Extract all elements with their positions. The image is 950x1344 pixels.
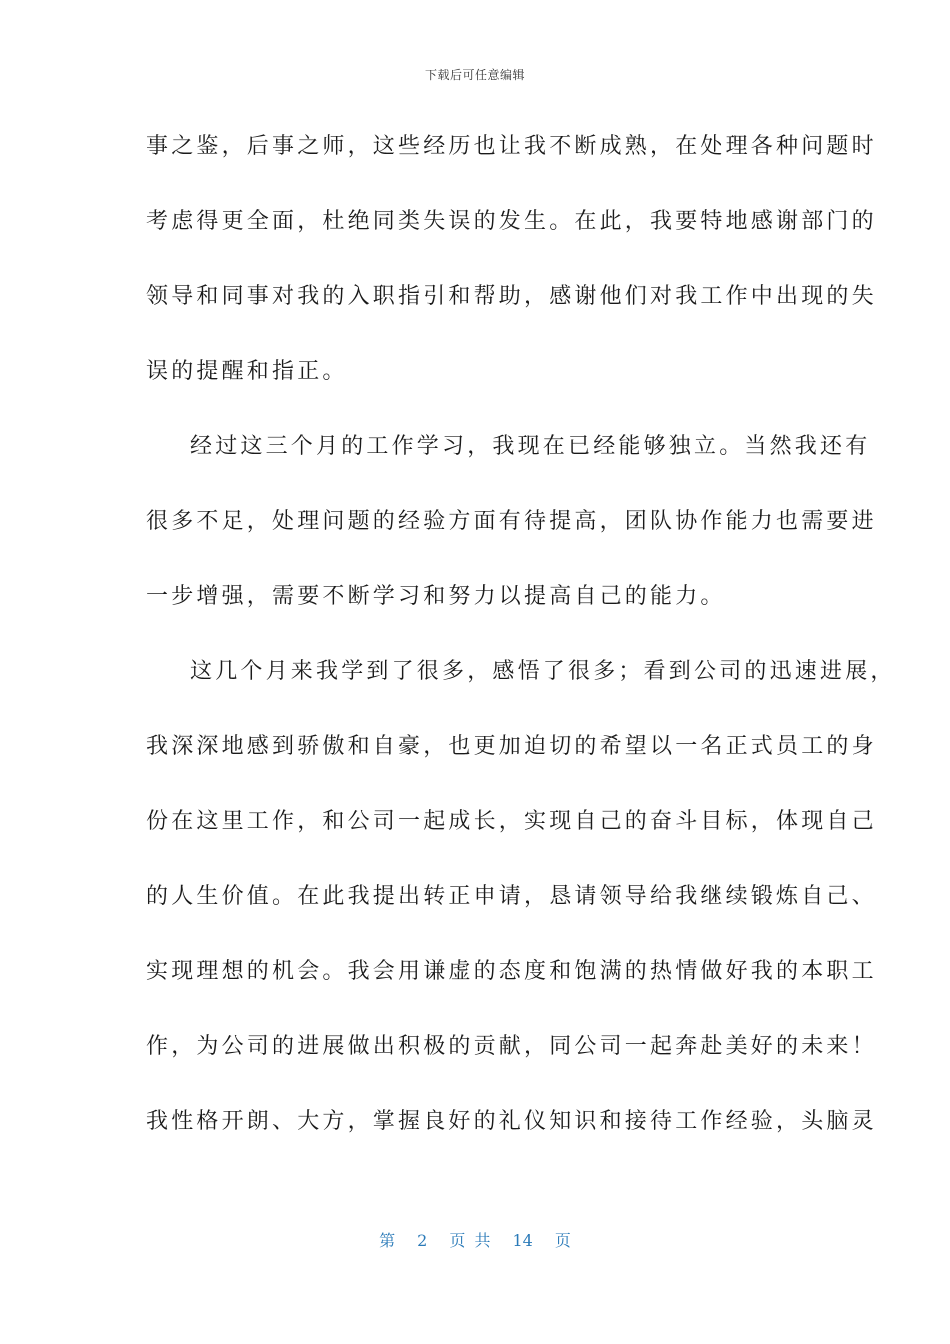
body-line: 领导和同事对我的入职指引和帮助，感谢他们对我工作中出现的失 (146, 284, 877, 309)
page-footer (0, 1228, 950, 1251)
footer-total-pages: 14 (512, 1231, 533, 1250)
body-line: 我性格开朗、大方，掌握良好的礼仪知识和接待工作经验，头脑灵 (146, 1109, 877, 1134)
paragraph-start-line: 这几个月来我学到了很多，感悟了很多；看到公司的迅速进展， (190, 659, 896, 684)
footer-di: 第 (379, 1231, 396, 1250)
body-line: 很多不足，处理问题的经验方面有待提高，团队协作能力也需要进 (146, 509, 877, 534)
footer-current-page: 2 (417, 1231, 428, 1250)
body-line: 实现理想的机会。我会用谦虚的态度和饱满的热情做好我的本职工 (146, 959, 877, 984)
body-line: 一步增强，需要不断学习和努力以提高自己的能力。 (146, 584, 726, 609)
paragraph-start-line: 经过这三个月的工作学习，我现在已经能够独立。当然我还有 (190, 434, 871, 459)
footer-ye: 页 (554, 1231, 571, 1250)
body-line: 的人生价值。在此我提出转正申请，恳请领导给我继续锻炼自己、 (146, 884, 877, 909)
body-line: 作，为公司的进展做出积极的贡献，同公司一起奔赴美好的未来！ (146, 1034, 877, 1059)
body-line: 考虑得更全面，杜绝同类失误的发生。在此，我要特地感谢部门的 (146, 209, 877, 234)
page-header: 下载后可任意编辑 (424, 68, 525, 82)
footer-ye-gong: 页 共 (449, 1231, 491, 1250)
body-line: 误的提醒和指正。 (146, 359, 348, 384)
body-line: 份在这里工作，和公司一起成长，实现自己的奋斗目标，体现自己 (146, 809, 877, 834)
document-body (146, 128, 896, 1178)
body-line: 我深深地感到骄傲和自豪，也更加迫切的希望以一名正式员工的身 (146, 734, 877, 759)
body-line: 事之鉴，后事之师，这些经历也让我不断成熟，在处理各种问题时 (146, 134, 877, 159)
